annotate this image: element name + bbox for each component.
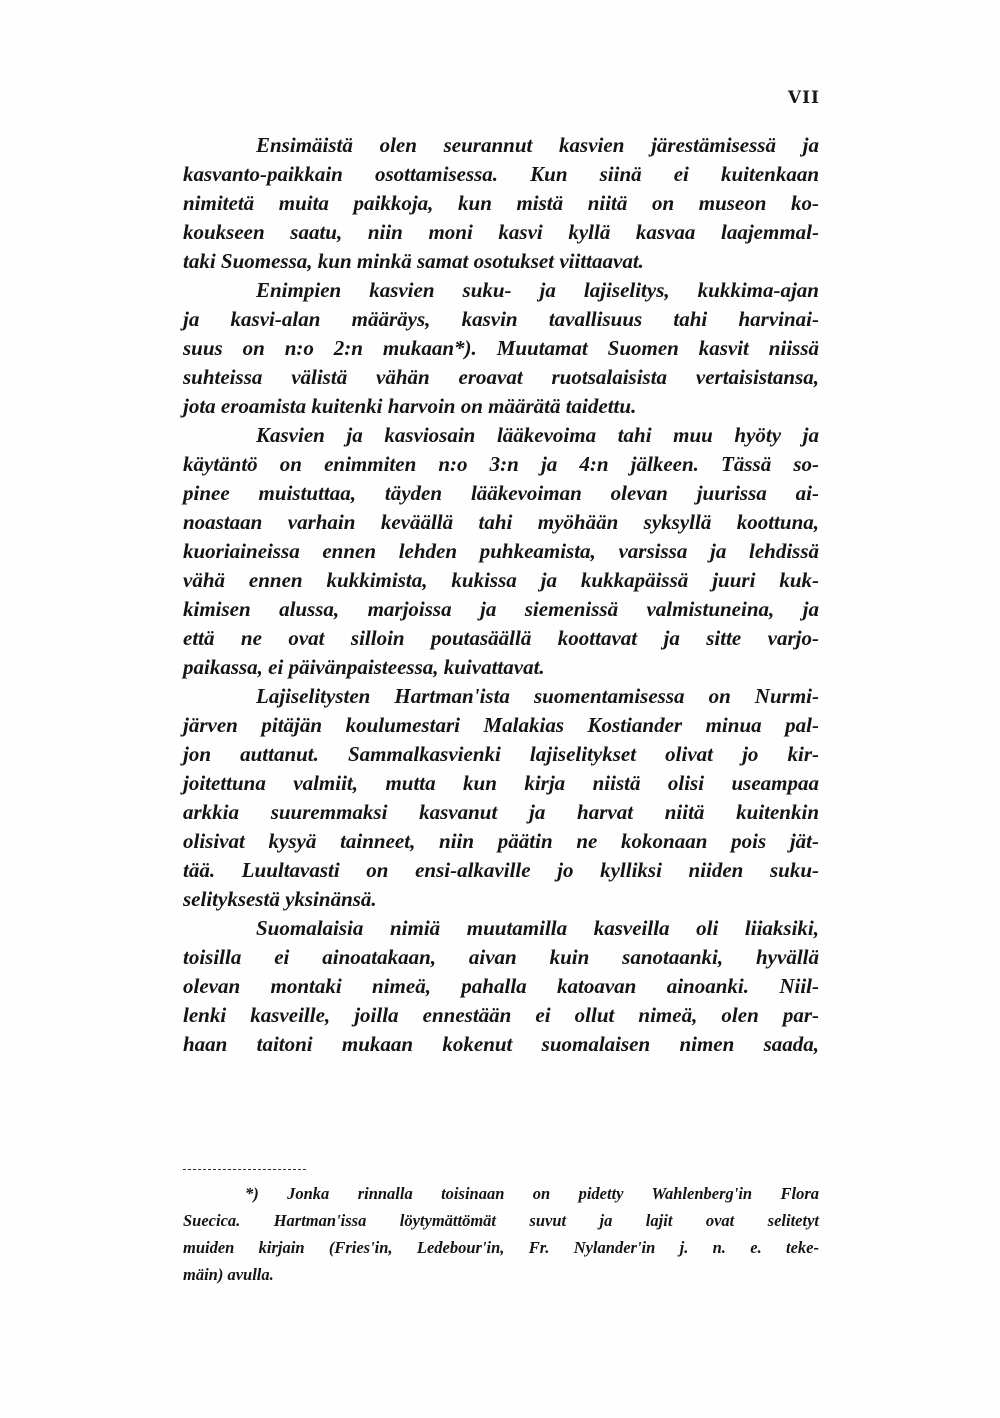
text-line: Kasvien ja kasviosain lääkevoima tahi muu hyöty ja bbox=[256, 423, 819, 447]
text-line: kimisen alussa, marjoissa ja siemenissä valmistuneina, ja bbox=[183, 597, 819, 621]
text-line: noastaan varhain keväällä tahi myöhään syksyllä koottuna, bbox=[183, 510, 819, 534]
footnote-line: muiden kirjain (Fries'in, Ledebour'in, Fr. Nylander'in j. n. e. teke- bbox=[183, 1238, 819, 1257]
text-line: Ensimäistä olen seurannut kasvien järestämisessä ja bbox=[256, 133, 819, 157]
text-line: kuoriaineissa ennen lehden puhkeamista, varsissa ja lehdissä bbox=[183, 539, 819, 563]
text-line: käytäntö on enimmiten n:o 3:n ja 4:n jälkeen. Tässä so- bbox=[183, 452, 819, 476]
text-line: Enimpien kasvien suku- ja lajiselitys, kukkima-ajan bbox=[256, 278, 819, 302]
footnote-line: Suecica. Hartman'issa löytymättömät suvut ja lajit ovat selitetyt bbox=[183, 1211, 819, 1230]
text-line: koukseen saatu, niin moni kasvi kyllä kasvaa laajemmal- bbox=[183, 220, 819, 244]
footnote-divider bbox=[183, 1169, 306, 1170]
footnote-line: *) Jonka rinnalla toisinaan on pidetty Wahlenberg'in Flora bbox=[245, 1184, 819, 1203]
text-line: nimitetä muita paikkoja, kun mistä niitä on museon ko- bbox=[183, 191, 819, 215]
text-line: olevan montaki nimeä, pahalla katoavan ainoanki. Niil- bbox=[183, 974, 819, 998]
text-line: suhteissa välistä vähän eroavat ruotsalaisista vertaisistansa, bbox=[183, 365, 819, 389]
text-line: joitettuna valmiit, mutta kun kirja niistä olisi useampaa bbox=[183, 771, 819, 795]
page-number: VII bbox=[787, 88, 820, 108]
text-line: toisilla ei ainoatakaan, aivan kuin sanotaanki, hyvällä bbox=[183, 945, 819, 969]
text-line: haan taitoni mukaan kokenut suomalaisen nimen saada, bbox=[183, 1032, 819, 1056]
text-line: tää. Luultavasti on ensi-alkaville jo kylliksi niiden suku- bbox=[183, 858, 819, 882]
text-line: että ne ovat silloin poutasäällä koottavat ja sitte varjo- bbox=[183, 626, 819, 650]
text-line: jota eroamista kuitenki harvoin on määrätä taidettu. bbox=[183, 394, 637, 418]
text-line: järven pitäjän koulumestari Malakias Kostiander minua pal- bbox=[183, 713, 819, 737]
text-line: olisivat kysyä tainneet, niin päätin ne kokonaan pois jät- bbox=[183, 829, 819, 853]
footnote-line: mäin) avulla. bbox=[183, 1265, 274, 1284]
text-line: selityksestä yksinänsä. bbox=[183, 887, 377, 911]
text-line: vähä ennen kukkimista, kukissa ja kukkapäissä juuri kuk- bbox=[183, 568, 819, 592]
text-line: Lajiselitysten Hartman'ista suomentamisessa on Nurmi- bbox=[256, 684, 819, 708]
text-line: Suomalaisia nimiä muutamilla kasveilla oli liiaksiki, bbox=[256, 916, 819, 940]
text-line: ja kasvi-alan määräys, kasvin tavallisuus tahi harvinai- bbox=[183, 307, 819, 331]
text-line: lenki kasveille, joilla ennestään ei ollut nimeä, olen par- bbox=[183, 1003, 819, 1027]
text-line: kasvanto-paikkain osottamisessa. Kun siinä ei kuitenkaan bbox=[183, 162, 819, 186]
text-line: pinee muistuttaa, täyden lääkevoiman olevan juurissa ai- bbox=[183, 481, 819, 505]
text-line: taki Suomessa, kun minkä samat osotukset viittaavat. bbox=[183, 249, 644, 273]
text-line: suus on n:o 2:n mukaan*). Muutamat Suomen kasvit niissä bbox=[183, 336, 819, 360]
text-line: jon auttanut. Sammalkasvienki lajiselitykset olivat jo kir- bbox=[183, 742, 819, 766]
text-line: arkkia suuremmaksi kasvanut ja harvat niitä kuitenkin bbox=[183, 800, 819, 824]
text-line: paikassa, ei päivänpaisteessa, kuivattavat. bbox=[183, 655, 545, 679]
